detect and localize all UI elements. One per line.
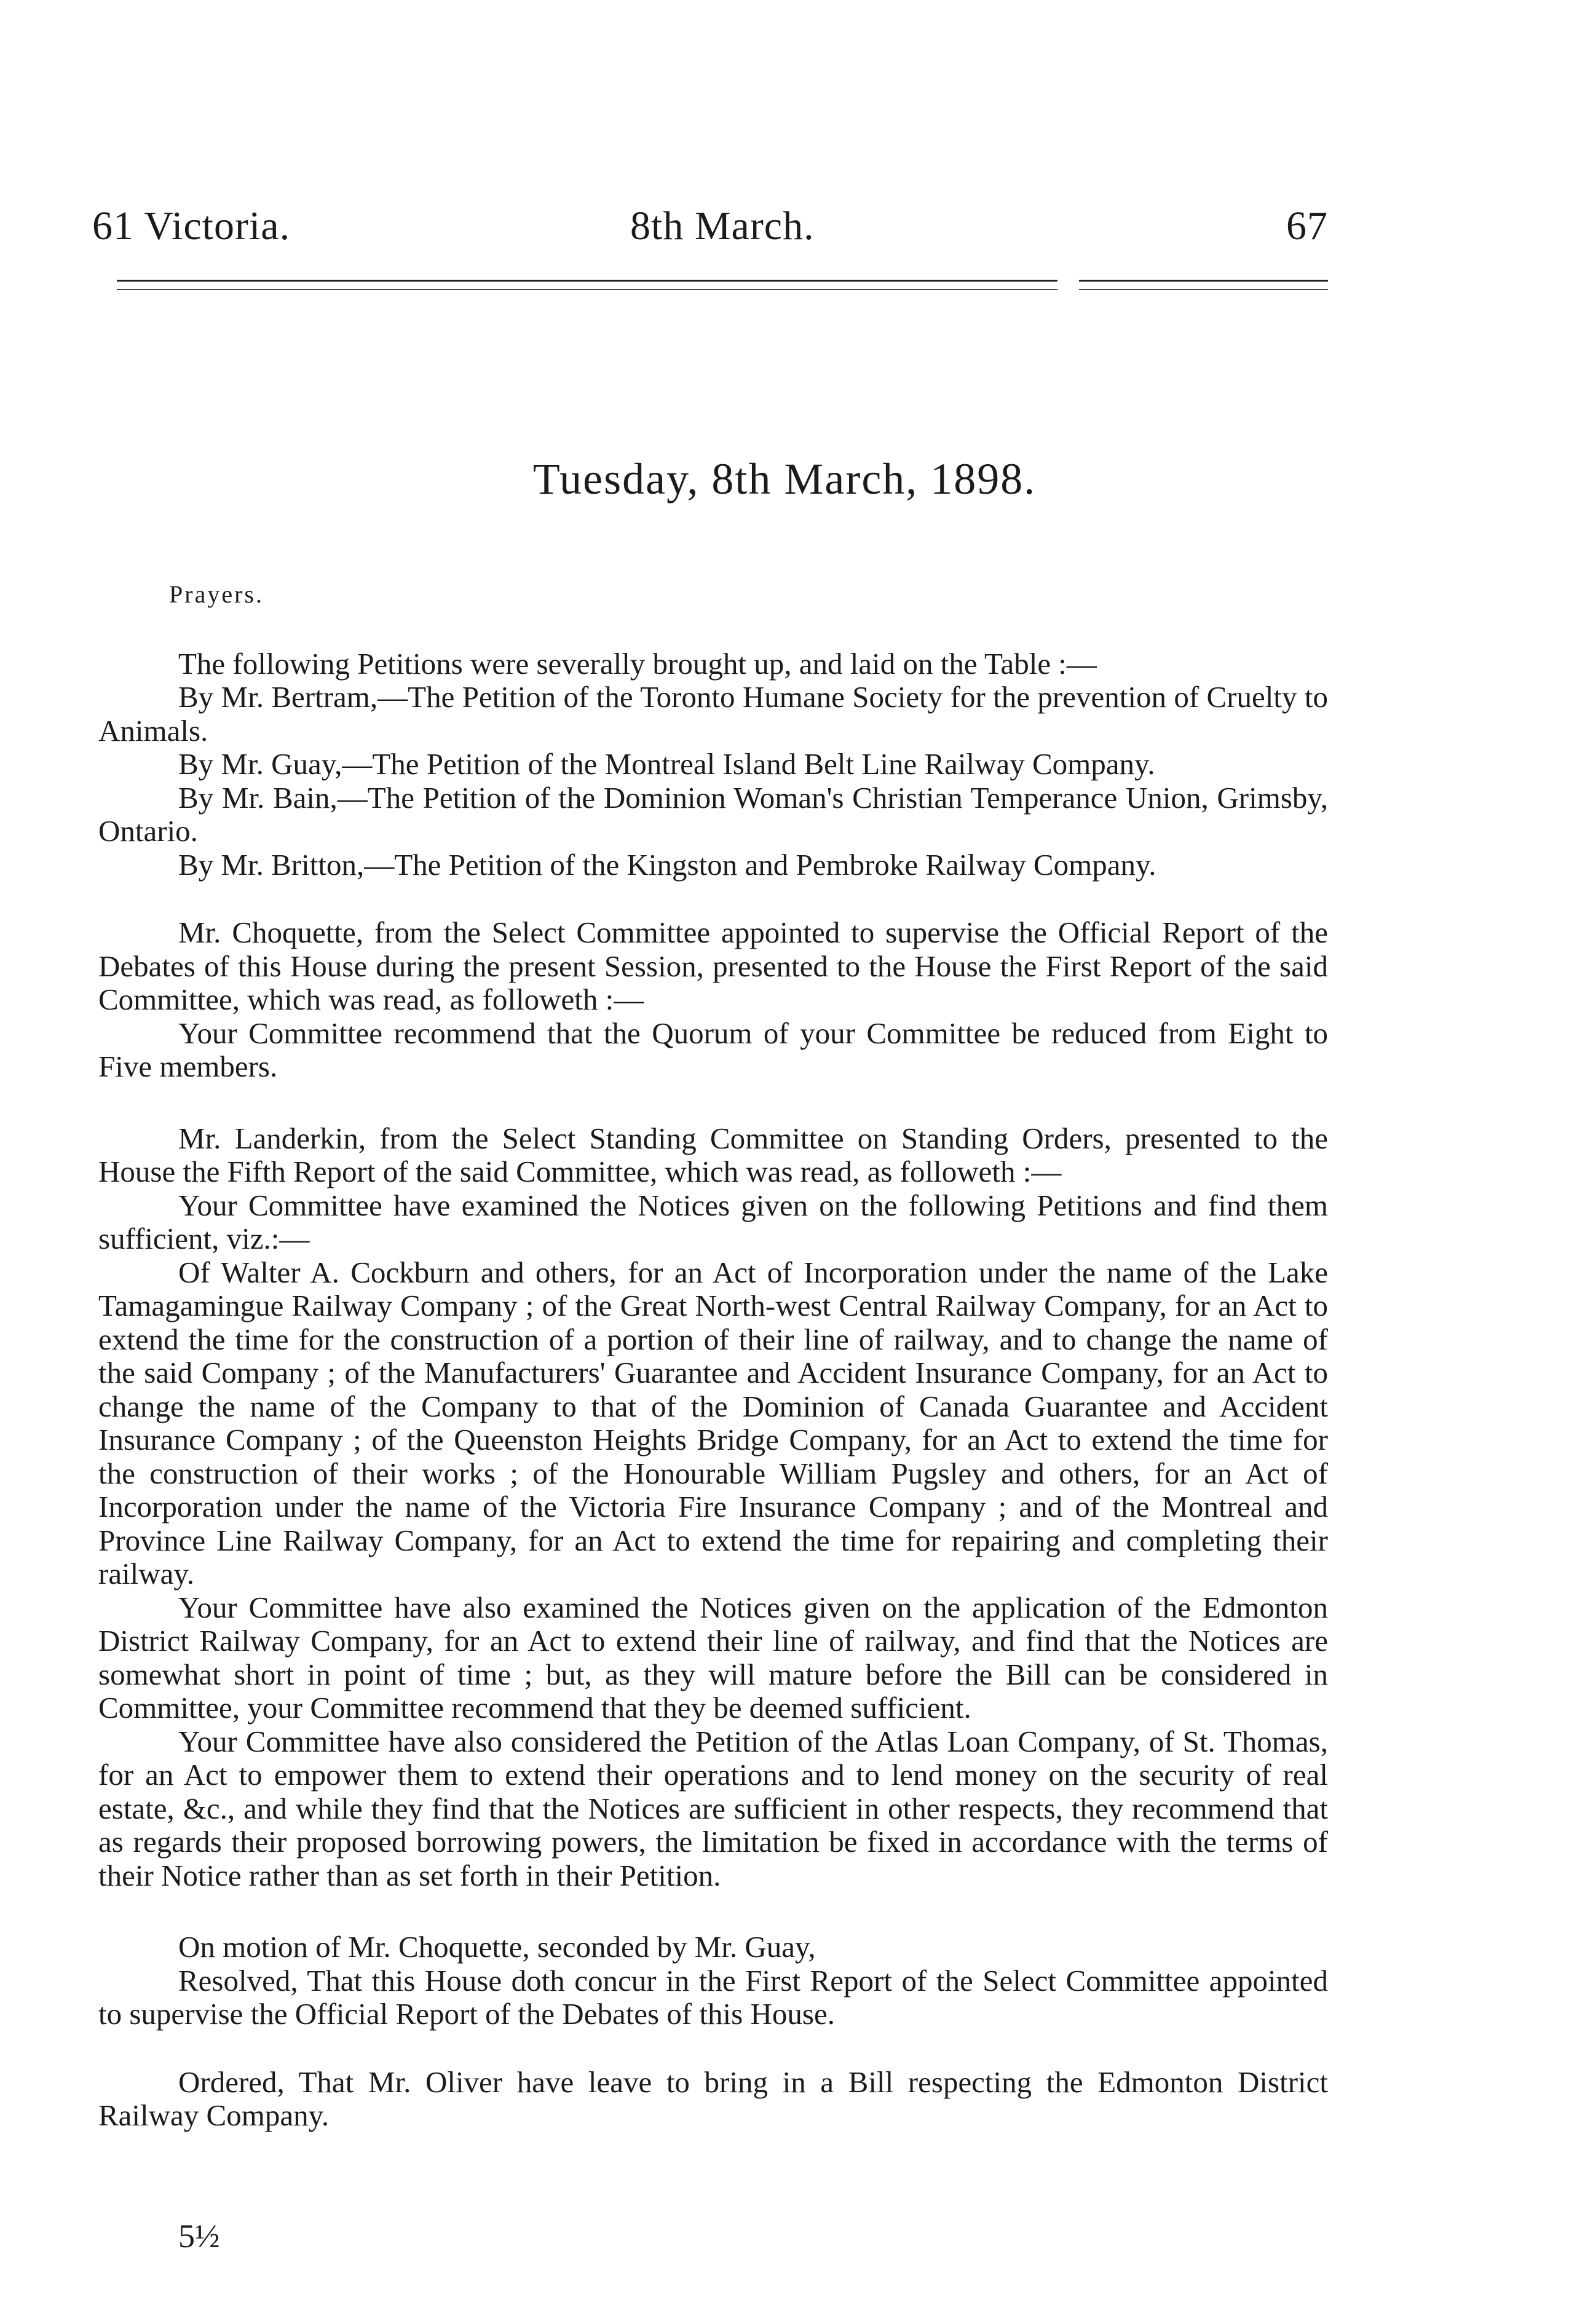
paragraph: Mr. Choquette, from the Select Committee appointed to supervise the Official Report of the Debates of this House during the present Session, presented to the House the First Report of the said Committee, which was read, as followeth :— (98, 915, 1328, 1016)
header-session: 61 Victoria. (92, 204, 291, 248)
paragraph: Of Walter A. Cockburn and others, for an Act of Incorporation under the name of the Lake Tamagamingue Railway Company ; of the Great North-west Central Railway Company, for an Act to extend the time for the construction of a portion of their line of railway, and to change the name of the said Company ; of the Manufacturers' Guarantee and Accident Insurance Company, for an Act to change the name of the Company to that of the Dominion of Canada Guarantee and Accident Insurance Company ; of the Queenston Heights Bridge Company, for an Act to extend the time for the construction of their works ; of the Honourable William Pugsley and others, for an Act of Incorporation under the name of the Victoria Fire Insurance Company ; and of the Montreal and Province Line Railway Company, for an Act to extend the time for repairing and completing their railway. (98, 1255, 1328, 1591)
header-rule-bottom-right (1079, 289, 1328, 290)
paragraph: By Mr. Bain,—The Petition of the Dominion Woman's Christian Temperance Union, Grimsby, Ontario. (98, 780, 1328, 848)
paragraph: Your Committee have examined the Notices given on the following Petitions and find them sufficient, viz.:— (98, 1188, 1328, 1255)
paragraph: Your Committee have also considered the Petition of the Atlas Loan Company, of St. Thomas, for an Act to empower them to extend their operations and to lend money on the security of real estate, &c., and while they find that the Notices are sufficient in other respects, they recommend that as regards their proposed borrowing powers, the limitation be fixed in accordance with the terms of their Notice rather than as set forth in their Petition. (98, 1724, 1328, 1892)
paragraph: The following Petitions were severally brought up, and laid on the Table :— (178, 646, 1097, 681)
paragraph: By Mr. Britton,—The Petition of the Kingston and Pembroke Railway Company. (178, 847, 1156, 882)
paragraph: By Mr. Bertram,—The Petition of the Toronto Humane Society for the prevention of Cruelty to Animals. (98, 680, 1328, 748)
prayers-heading: Prayers. (169, 580, 264, 608)
paragraph: Resolved, That this House doth concur in the First Report of the Select Committee appointed to supervise the Official Report of the Debates of this House. (98, 1963, 1328, 2031)
paragraph: Your Committee recommend that the Quorum of your Committee be reduced from Eight to Five members. (98, 1016, 1328, 1083)
running-header (92, 203, 1328, 258)
date-heading: Tuesday, 8th March, 1898. (532, 454, 1037, 504)
header-date: 8th March. (630, 204, 815, 248)
header-rule-bottom-left (117, 289, 1057, 290)
header-rule-top-left (117, 280, 1057, 282)
paragraph: On motion of Mr. Choquette, seconded by Mr. Guay, (178, 1930, 816, 1964)
page-number: 67 (1286, 204, 1328, 248)
paragraph: By Mr. Guay,—The Petition of the Montreal Island Belt Line Railway Company. (178, 747, 1155, 781)
paragraph: Mr. Landerkin, from the Select Standing Committee on Standing Orders, presented to the House the Fifth Report of the said Committee, which was read, as followeth :— (98, 1121, 1328, 1188)
paragraph: Ordered, That Mr. Oliver have leave to bring in a Bill respecting the Edmonton District Railway Company. (98, 2065, 1328, 2132)
journal-body (98, 578, 1328, 2133)
header-rule-top-right (1079, 280, 1328, 282)
paragraph: Your Committee have also examined the Notices given on the application of the Edmonton District Railway Company, for an Act to extend their line of railway, and find that the Notices are somewhat short in point of time ; but, as they will mature before the Bill can be considered in Committee, your Committee recommend that they be deemed sufficient. (98, 1590, 1328, 1725)
signature-mark: 5½ (178, 2218, 220, 2255)
